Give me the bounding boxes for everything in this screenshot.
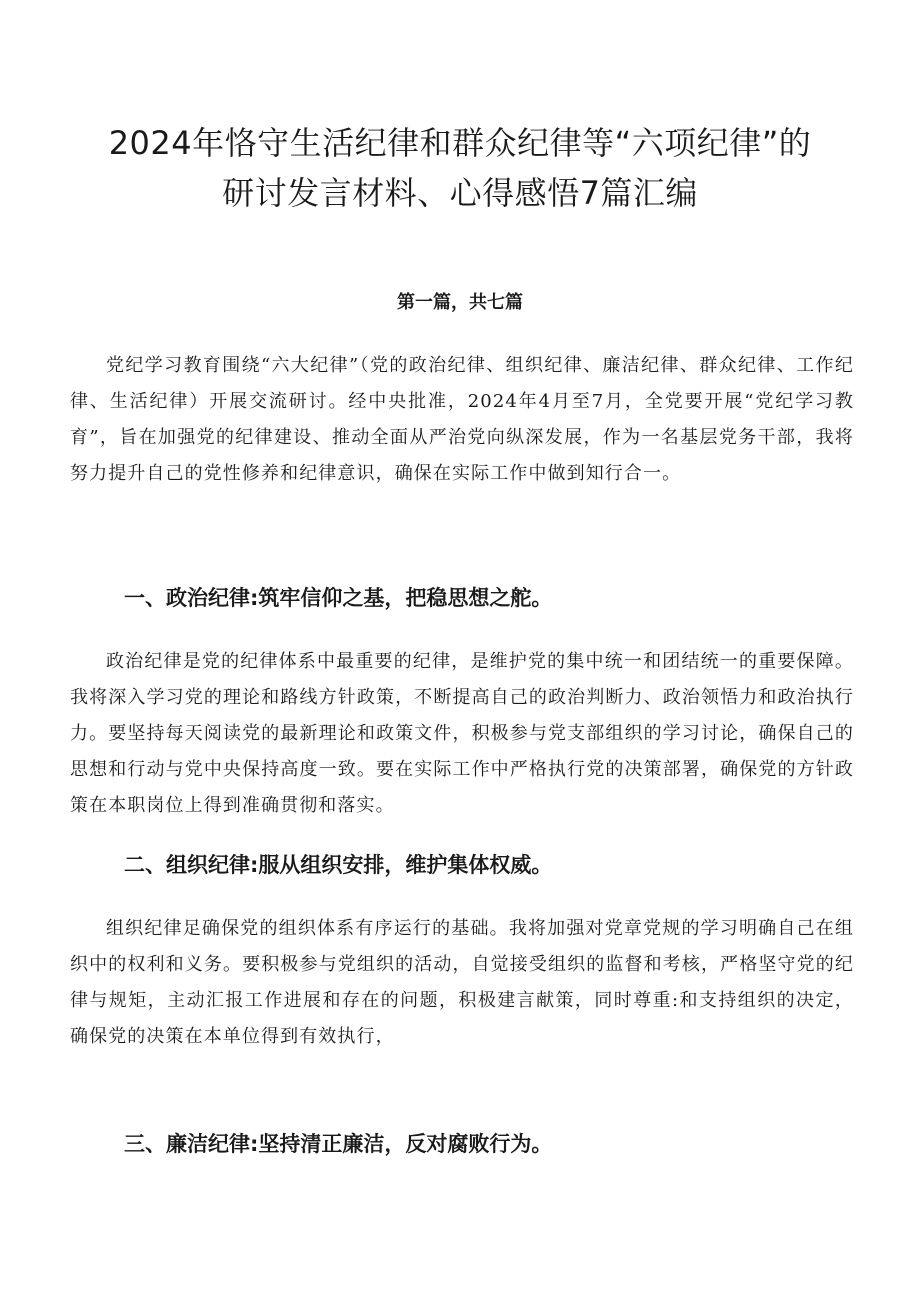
part-subtitle: 第一篇，共七篇	[397, 292, 523, 313]
section-heading-integrity: 三、廉洁纪律:坚持清正廉洁，反对腐败行为。	[124, 1132, 553, 1156]
document-title	[70, 118, 850, 218]
title-line-1: 2024年恪守生活纪律和群众纪律等“六项纪律”的	[108, 124, 812, 162]
title-line-2: 研讨发言材料、心得感悟7篇汇编	[222, 174, 698, 212]
section-heading-political: 一、政治纪律:筑牢信仰之基，把稳思想之舵。	[124, 586, 553, 610]
section-body-political: 政治纪律是党的纪律体系中最重要的纪律，是维护党的集中统一和团结统一的重要保障。我将深入学习党的理论和路线方针政策，不断提高自己的政治判断力、政治领悟力和政治执行力。要坚持每天阅读党的最新理论和政策文件，积极参与党支部组织的学习讨论，确保自己的思想和行动与党中央保持高度一致。要在实际工作中严格执行党的决策部署，确保党的方针政策在本职岗位上得到准确贯彻和落实。	[70, 651, 854, 816]
intro-paragraph: 党纪学习教育围绕“六大纪律”（党的政治纪律、组织纪律、廉洁纪律、群众纪律、工作纪律、生活纪律）开展交流研讨。经中央批准，2024年4月至7月，全党要开展“党纪学习教育”，旨在加强党的纪律建设、推动全面从严治党向纵深发展，作为一名基层党务干部，我将努力提升自己的党性修养和纪律意识，确保在实际工作中做到知行合一。	[70, 355, 854, 484]
section-heading-organization: 二、组织纪律:服从组织安排，维护集体权威。	[124, 853, 553, 877]
section-body-organization: 组织纪律足确保党的组织体系有序运行的基础。我将加强对党章党规的学习明确自己在组织中的权利和义务。要积极参与党组织的活动，自觉接受组织的监督和考核，严格坚守党的纪律与规矩，主动汇报工作进展和存在的问题，积极建言献策，同时尊重:和支持组织的决定，确保党的决策在本单位得到有效执行，	[70, 918, 854, 1047]
